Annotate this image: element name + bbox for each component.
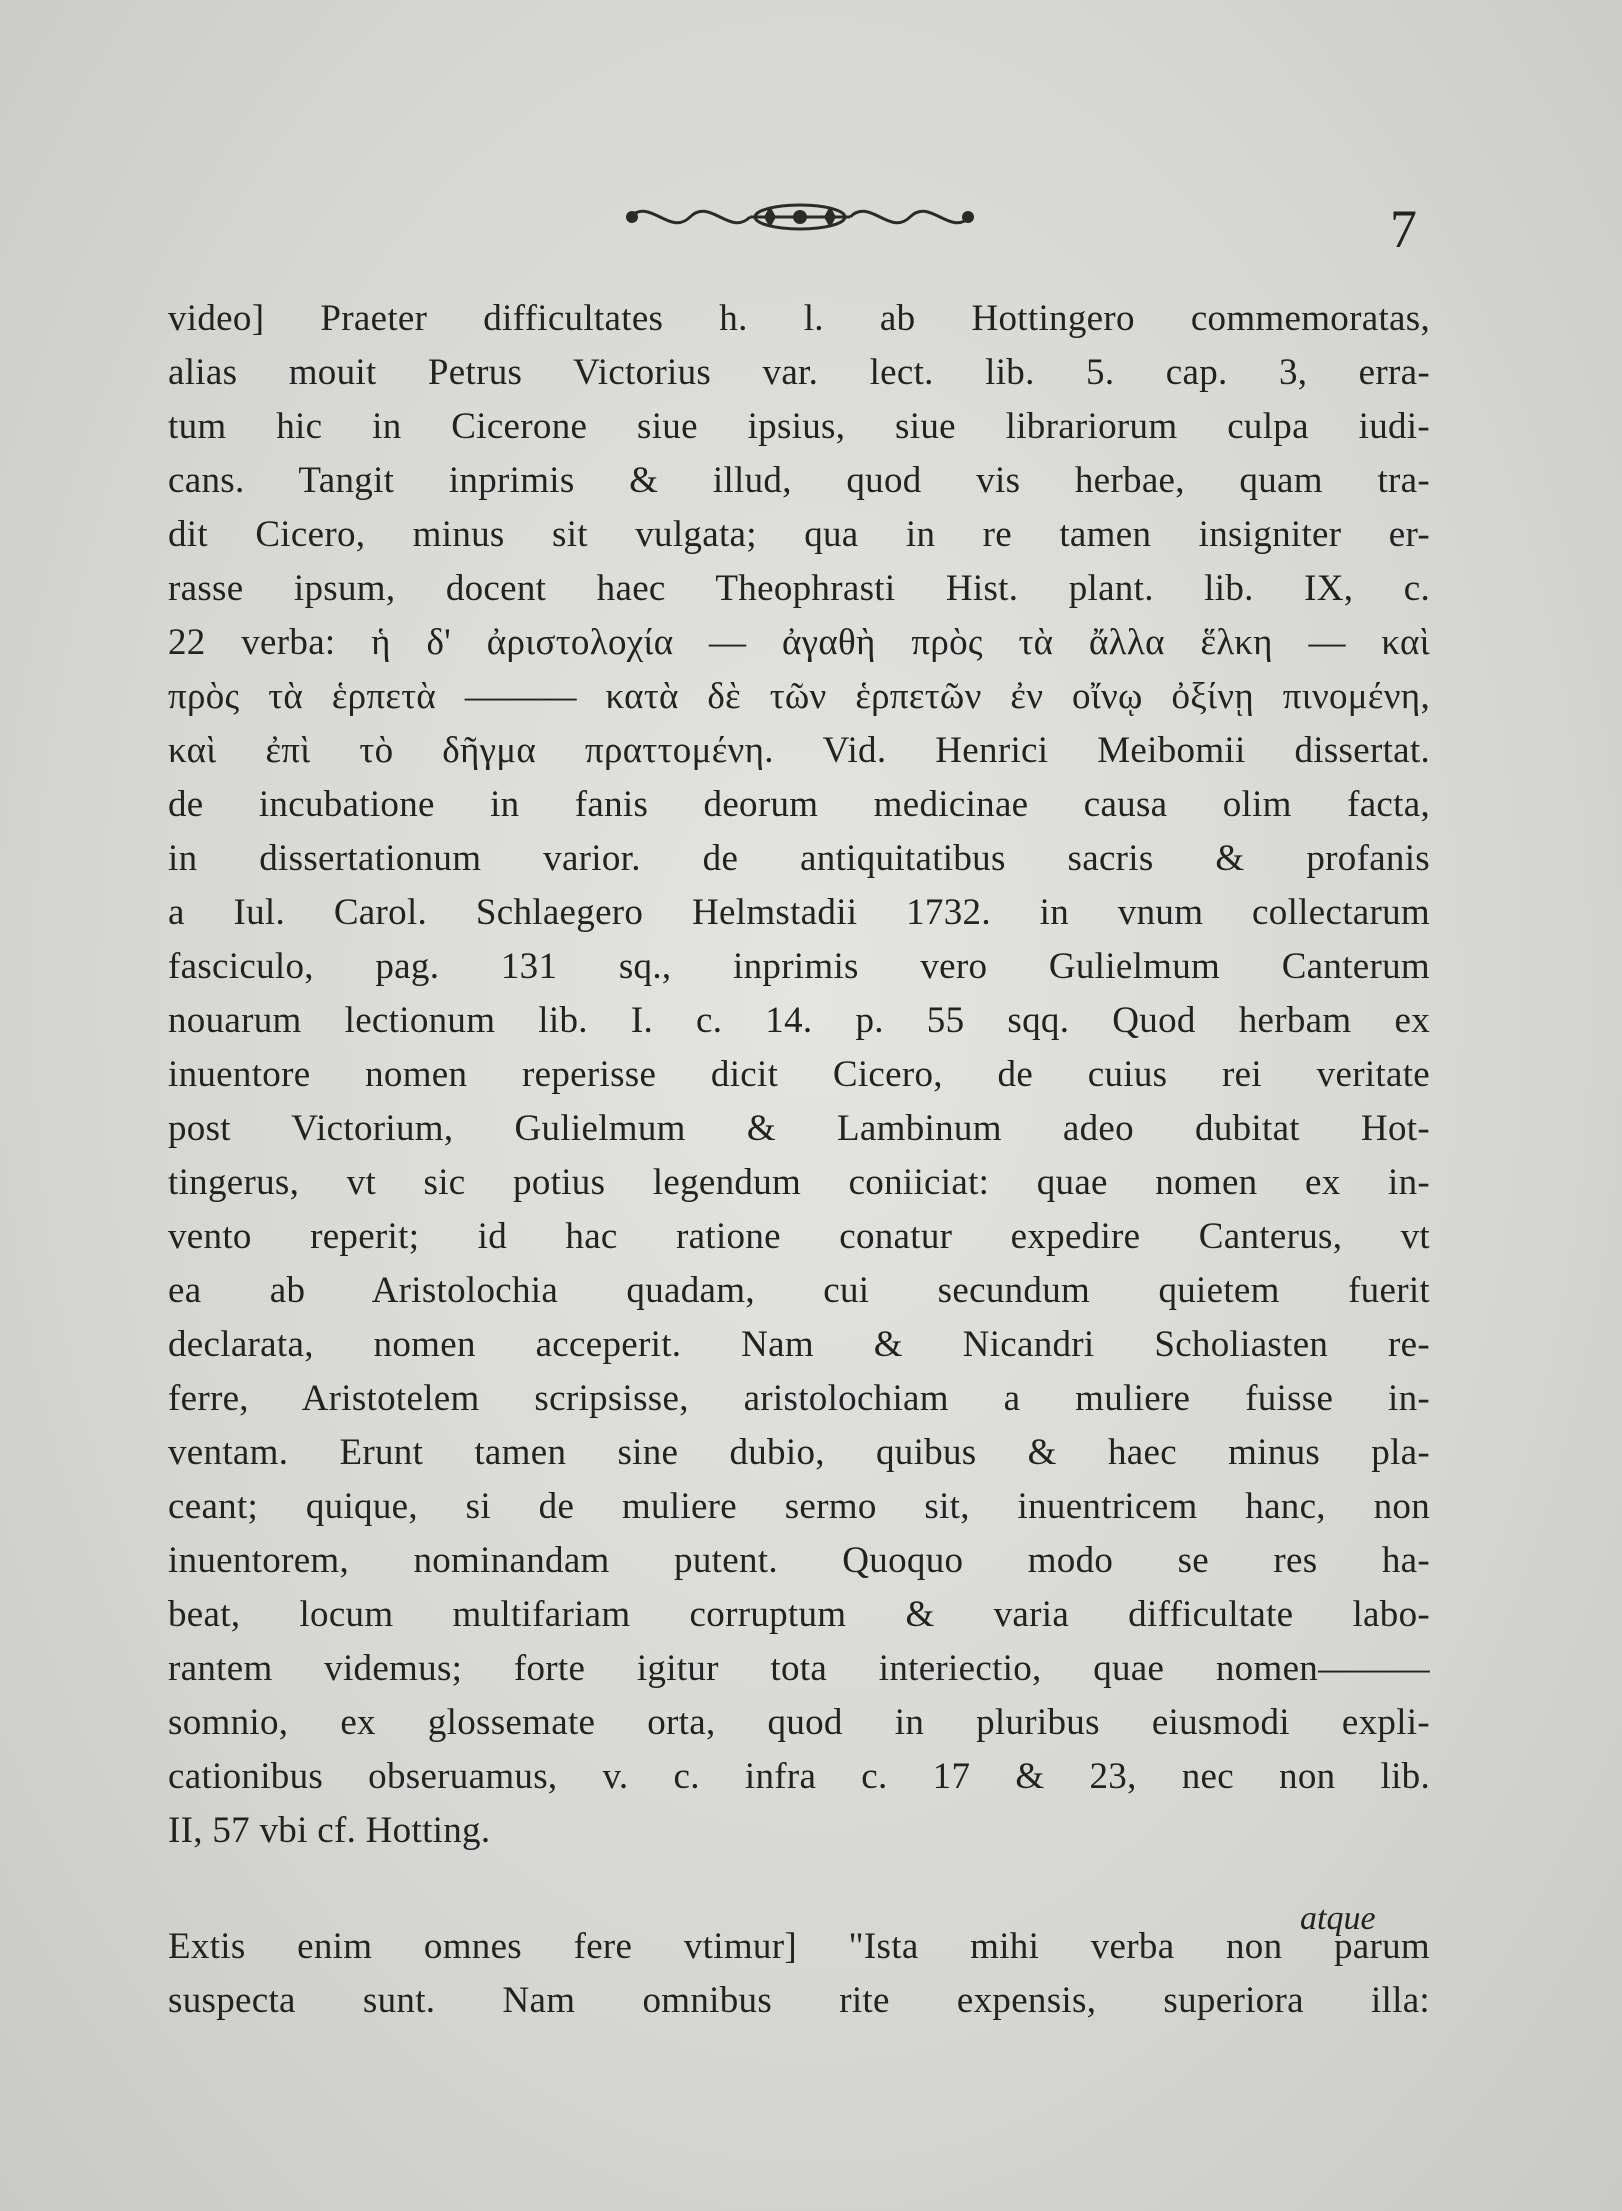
text-line: post Victorium, Gulielmum & Lambinum adeo dubitat Hot- <box>168 1108 1430 1149</box>
text-line: ventam. Erunt tamen sine dubio, quibus & haec minus pla- <box>168 1432 1430 1473</box>
text-line: in dissertationum varior. de antiquitatibus sacris & profanis <box>168 838 1430 879</box>
text-line: καὶ ἐπὶ τὸ δῆγμα πραττομένη. Vid. Henrici Meibomii dissertat. <box>168 730 1430 771</box>
text-line: II, 57 vbi cf. Hotting. <box>168 1810 491 1851</box>
text-line: declarata, nomen acceperit. Nam & Nicandri Scholiasten re- <box>168 1324 1430 1365</box>
printer-ornament-icon <box>620 192 980 242</box>
text-line: cationibus obseruamus, v. c. infra c. 17 & 23, nec non lib. <box>168 1756 1430 1797</box>
text-line: 22 verba: ἡ δ' ἀριστολοχία — ἀγαθὴ πρὸς τὰ ἄλλα ἕλκη — καὶ <box>168 622 1430 663</box>
text-line: ferre, Aristotelem scripsisse, aristolochiam a muliere fuisse in- <box>168 1378 1430 1419</box>
paragraph-2 <box>168 1920 1430 2028</box>
text-line: nouarum lectionum lib. I. c. 14. p. 55 sqq. Quod herbam ex <box>168 1000 1430 1041</box>
text-line: alias mouit Petrus Victorius var. lect. lib. 5. cap. 3, erra- <box>168 352 1430 393</box>
text-line: somnio, ex glossemate orta, quod in pluribus eiusmodi expli- <box>168 1702 1430 1743</box>
text-line: a Iul. Carol. Schlaegero Helmstadii 1732. in vnum collectarum <box>168 892 1430 933</box>
page-number: 7 <box>1390 199 1417 259</box>
body-text <box>168 292 1430 2028</box>
text-line: dit Cicero, minus sit vulgata; qua in re tamen insigniter er- <box>168 514 1430 555</box>
text-line: rasse ipsum, docent haec Theophrasti Hist. plant. lib. IX, c. <box>168 568 1430 609</box>
text-line: Extis enim omnes fere vtimur] "Ista mihi verba non parum <box>168 1926 1430 1967</box>
text-line: tingerus, vt sic potius legendum coniiciat: quae nomen ex in- <box>168 1162 1430 1203</box>
text-line: video] Praeter difficultates h. l. ab Hottingero commemoratas, <box>168 298 1430 339</box>
text-line: ea ab Aristolochia quadam, cui secundum quietem fuerit <box>168 1270 1430 1311</box>
paragraph-1 <box>168 292 1430 1858</box>
text-line: suspecta sunt. Nam omnibus rite expensis, superiora illa: <box>168 1980 1430 2021</box>
text-line: rantem videmus; forte igitur tota interiectio, quae nomen——— <box>168 1648 1430 1689</box>
text-line: beat, locum multifariam corruptum & varia difficultate labo- <box>168 1594 1430 1635</box>
text-line: inuentore nomen reperisse dicit Cicero, de cuius rei veritate <box>168 1054 1430 1095</box>
paragraph-gap <box>168 1858 1430 1920</box>
text-line: ceant; quique, si de muliere sermo sit, inuentricem hanc, non <box>168 1486 1430 1527</box>
text-line: vento reperit; id hac ratione conatur expedire Canterus, vt <box>168 1216 1430 1257</box>
text-line: πρὸς τὰ ἑρπετὰ ——— κατὰ δὲ τῶν ἑρπετῶν ἐν οἴνῳ ὀξίνῃ πινομένη, <box>168 676 1430 717</box>
text-line: tum hic in Cicerone siue ipsius, siue librariorum culpa iudi- <box>168 406 1430 447</box>
text-line: cans. Tangit inprimis & illud, quod vis herbae, quam tra- <box>168 460 1430 501</box>
text-line: fasciculo, pag. 131 sq., inprimis vero Gulielmum Canterum <box>168 946 1430 987</box>
catchword: atque <box>1300 1900 1376 1937</box>
text-line: inuentorem, nominandam putent. Quoquo modo se res ha- <box>168 1540 1430 1581</box>
text-line: de incubatione in fanis deorum medicinae causa olim facta, <box>168 784 1430 825</box>
